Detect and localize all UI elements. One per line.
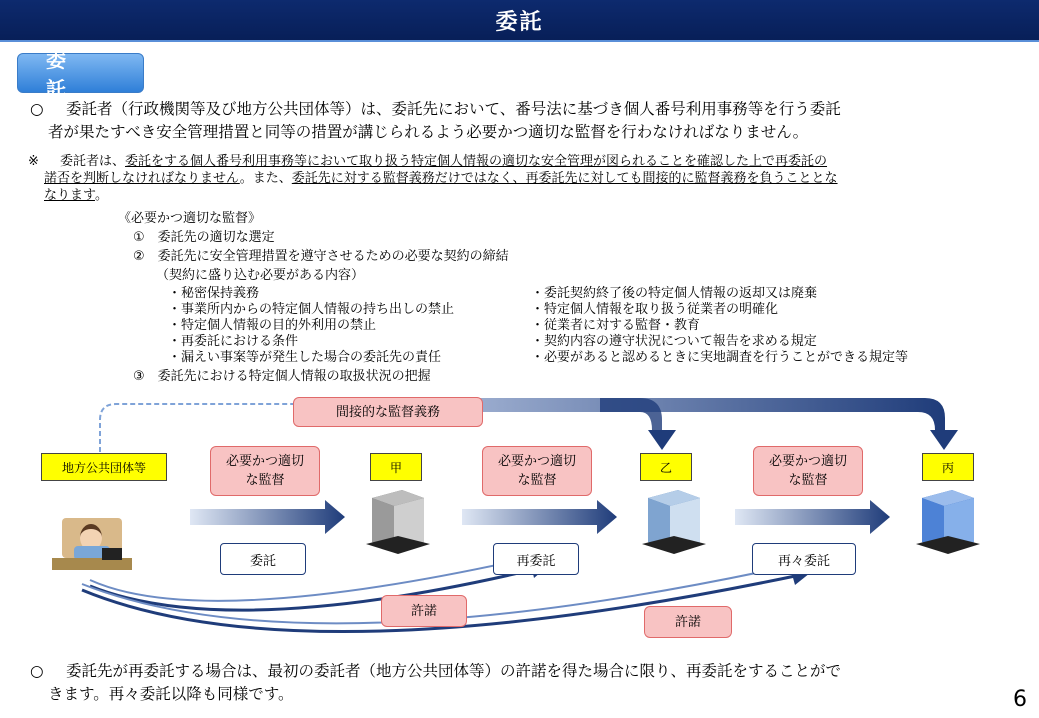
supervision-item-2: ② 委託先に安全管理措置を遵守させるための必要な契約の締結 <box>133 249 509 264</box>
resub-line-2: きます。再々委託以降も同様です。 <box>48 685 294 703</box>
flow-arrow-3 <box>735 500 890 534</box>
flow-label-saiitaku: 再委託 <box>493 543 579 575</box>
origin-label: 地方公共団体等 <box>41 453 167 481</box>
contract-left-list <box>168 286 454 366</box>
note-mid: 。また、 <box>239 171 292 186</box>
supervision-label-line: 必要かつ適切 <box>768 454 847 469</box>
bullet-circle: ○ <box>30 662 44 680</box>
approval-curve-1 <box>90 568 540 610</box>
flow-arrow-1 <box>190 500 345 534</box>
page-title: 委託 <box>495 9 544 35</box>
note-line3-end: 。 <box>94 188 108 203</box>
supervision-label-line: な監督 <box>245 473 285 488</box>
bullet-circle: ○ <box>30 100 44 118</box>
intro-paragraph <box>30 98 1015 144</box>
resubcontract-paragraph <box>30 660 1015 706</box>
contract-item: ・契約内容の遵守状況について報告を求める規定 <box>531 334 817 349</box>
entity-label-kou: 甲 <box>370 453 422 481</box>
supervision-item-1: ① 委託先の適切な選定 <box>133 230 275 245</box>
contract-item: ・特定個人情報を取り扱う従業者の明確化 <box>531 302 779 317</box>
indirect-supervision-label: 間接的な監督義務 <box>293 397 483 427</box>
note-lead: 委託者は、 <box>60 154 126 169</box>
building-icon <box>912 486 984 556</box>
contract-item: ・従業者に対する監督・教育 <box>531 318 701 333</box>
supervision-label-line: な監督 <box>517 473 557 488</box>
entity-label-hei: 丙 <box>922 453 974 481</box>
contract-item: ・事業所内からの特定個人情報の持ち出しの禁止 <box>168 302 455 317</box>
supervision-label-line: 必要かつ適切 <box>225 454 304 469</box>
building-icon <box>362 486 434 556</box>
indirect-arrowhead-1 <box>648 430 676 450</box>
section-tab-label: 委 託 <box>46 48 142 101</box>
note-line3-start: なります <box>44 188 95 203</box>
approval-label-1: 許諾 <box>381 595 467 627</box>
indirect-branch-1 <box>600 398 662 430</box>
note-paragraph <box>28 153 1013 204</box>
supervision-label-2 <box>482 446 592 496</box>
entity-label-otsu: 乙 <box>640 453 692 481</box>
section-tab <box>17 48 144 101</box>
indirect-dashed-path <box>100 404 300 452</box>
contract-item: ・漏えい事案等が発生した場合の委託先の責任 <box>168 350 442 365</box>
supervision-label-line: な監督 <box>788 473 828 488</box>
contract-heading: （契約に盛り込む必要がある内容） <box>156 268 365 283</box>
contract-item: ・必要があると認めるときに実地調査を行うことができる規定等 <box>531 350 909 365</box>
contract-item: ・特定個人情報の目的外利用の禁止 <box>168 318 377 333</box>
office-worker-icon <box>52 518 132 576</box>
note-underline-2: 諾否を判断しなければなりません <box>44 171 240 186</box>
resub-line-1: 委託先が再委託する場合は、最初の委託者（地方公共団体等）の許諾を得た場合に限り、再委託をすることがで <box>66 662 842 680</box>
building-icon <box>638 486 710 556</box>
contract-item: ・委託契約終了後の特定個人情報の返却又は廃棄 <box>531 286 818 301</box>
delegation-diagram <box>0 390 1039 650</box>
supervision-label-3 <box>753 446 863 496</box>
diagram-arrows <box>0 390 1039 650</box>
flow-arrow-2 <box>462 500 617 534</box>
note-underline-1: 委託をする個人番号利用事務等において取り扱う特定個人情報の適切な安全管理が図られることを確認した上で再委託の <box>125 154 828 169</box>
approval-label-2: 許諾 <box>644 606 732 638</box>
note-mark: ※ <box>28 154 39 169</box>
indirect-arrowhead-2 <box>930 430 958 450</box>
supervision-label-1 <box>210 446 320 496</box>
supervision-heading: 《必要かつ適切な監督》 <box>118 211 262 226</box>
intro-line-1: 委託者（行政機関等及び地方公共団体等）は、委託先において、番号法に基づき個人番号利用事務等を行う委託 <box>66 100 841 118</box>
flow-label-itaku: 委託 <box>220 543 306 575</box>
contract-right-list <box>531 286 908 366</box>
page-number: 6 <box>1013 687 1027 712</box>
flow-label-saisaiitaku: 再々委託 <box>752 543 856 575</box>
contract-item: ・秘密保持義務 <box>168 286 260 301</box>
note-underline-3: 委託先に対する監督義務だけではなく、再委託先に対しても間接的に監督義務を負うこととな <box>291 171 838 186</box>
supervision-label-line: 必要かつ適切 <box>497 454 576 469</box>
title-bar <box>0 0 1039 42</box>
contract-item: ・再委託における条件 <box>168 334 299 349</box>
intro-line-2: 者が果たすべき安全管理措置と同等の措置が講じられるよう必要かつ適切な監督を行わなければなりません。 <box>48 123 809 141</box>
supervision-item-3: ③ 委託先における特定個人情報の取扱状況の把握 <box>133 369 431 384</box>
